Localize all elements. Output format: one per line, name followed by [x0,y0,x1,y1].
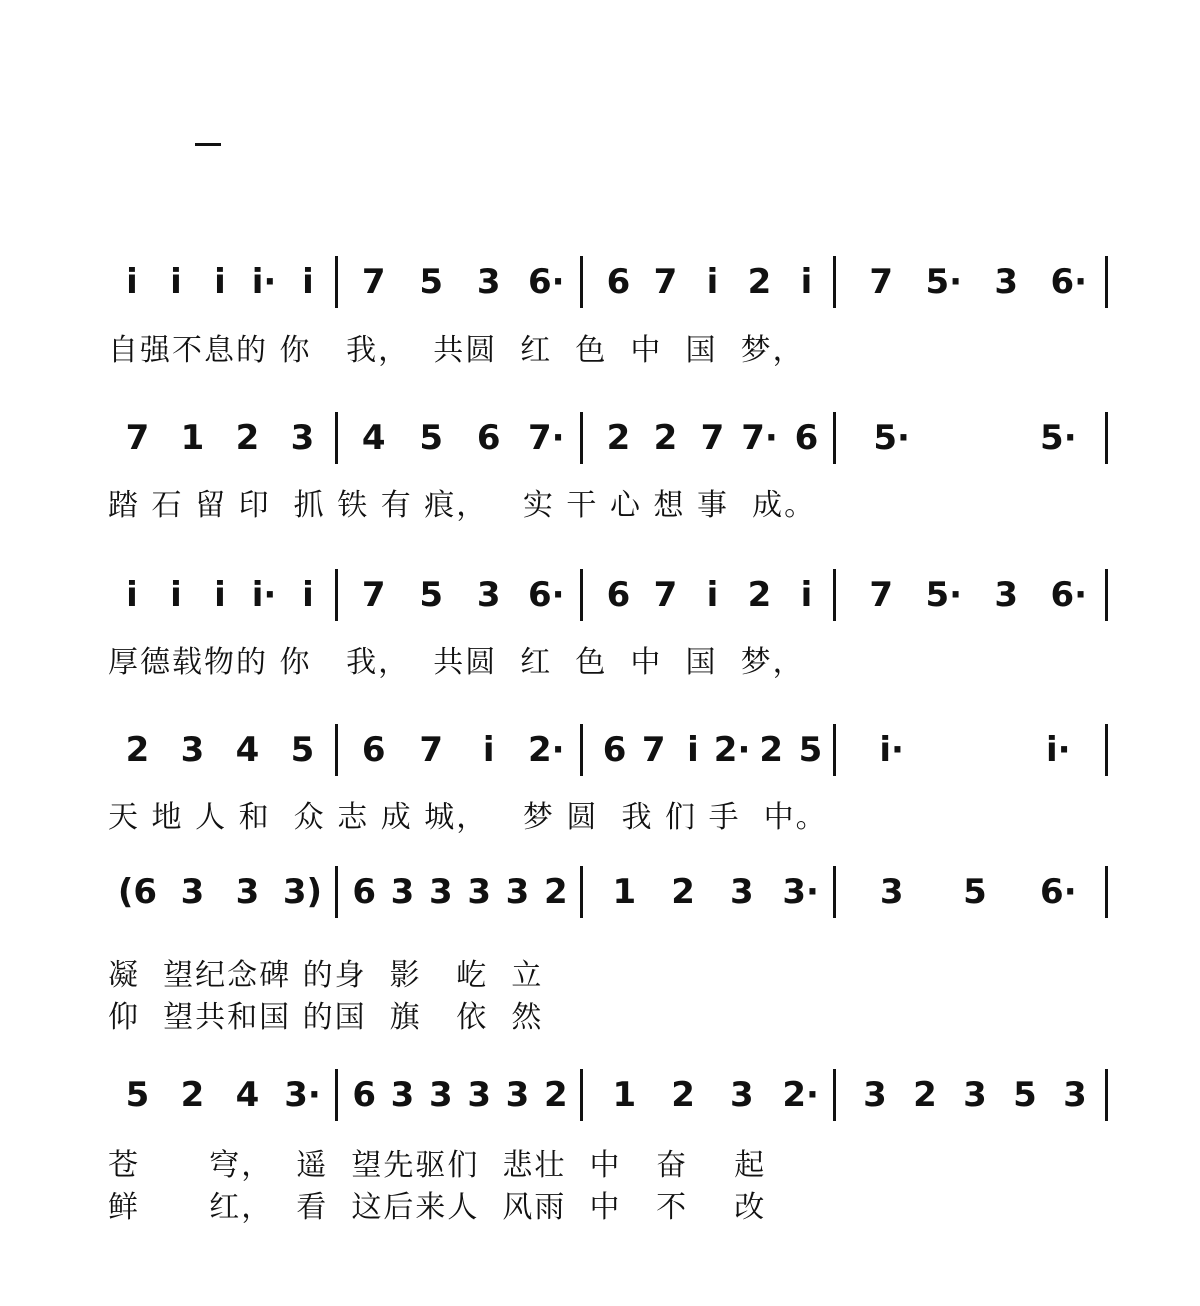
bar-line [580,724,583,776]
lyric-line: 苍 穹， 遥 望先驱们 悲壮 中 奋 起 [108,1148,767,1183]
note: 3 [994,262,1019,302]
note: 3 [505,872,530,912]
note: 5 [419,418,444,458]
note: i· [1046,730,1071,770]
note: 2 [747,262,772,302]
note: 2 [543,1075,568,1115]
note: 7 [653,262,678,302]
note: i [170,575,182,615]
bar-line [580,1069,583,1121]
note: 6 [606,575,631,615]
note: 3 [428,872,453,912]
note: 3 [290,418,315,458]
note: 6· [527,575,565,615]
note: i [302,262,314,302]
note: 3 [994,575,1019,615]
bar-line [833,569,836,621]
note: i [126,575,138,615]
note: 5 [1013,1075,1037,1115]
note: 6 [352,1075,376,1115]
bar-line [335,412,338,464]
note: 6 [606,262,631,302]
bar-line [833,724,836,776]
note: 3 [467,1075,491,1115]
note: 3 [879,872,904,912]
note: 2 [235,418,260,458]
bar-line [335,1069,338,1121]
note: 5 [125,1075,150,1115]
bar-line [335,724,338,776]
note: i [126,262,138,302]
note: 2 [180,1075,205,1115]
bar-line [1105,569,1108,621]
bar-line [1105,412,1108,464]
lyric-line: 踏 石 留 印 抓 铁 有 痕， 实 干 心 想 事 成。 [108,488,817,523]
bar-line [833,412,836,464]
note: 3 [390,1075,415,1115]
note: 3 [730,872,754,912]
note: 6 [476,418,501,458]
bar-line [580,412,583,464]
note: 4 [235,730,260,770]
note: 6· [1050,262,1088,302]
note: i· [879,730,904,770]
bar-line [335,569,338,621]
note: 1 [612,872,637,912]
note: i [170,262,182,302]
note: 7 [125,418,150,458]
note: 3 [476,575,501,615]
lyric-line: 厚德载物的 你 我， 共圆 红 色 中 国 梦， [108,645,805,680]
note: 2 [747,575,772,615]
note: i· [251,262,277,302]
bar-line [1105,256,1108,308]
bar-line [335,866,338,918]
note: 7 [869,575,894,615]
note: 3 [235,872,260,912]
note: 7 [869,262,894,302]
note: 6· [1040,872,1077,912]
note: i [800,262,813,302]
bar-line [335,256,338,308]
note: 4 [235,1075,260,1115]
note: i [706,262,719,302]
lyric-line: 仰 望共和国 的国 旗 依 然 [108,1000,544,1035]
note: 2 [125,730,150,770]
note: i [302,575,314,615]
note: 6 [602,730,627,770]
note: i [687,730,699,770]
time-signature [195,142,221,147]
bar-line [1105,1069,1108,1121]
note: i [706,575,719,615]
bar-line [580,866,583,918]
note: 2 [759,730,784,770]
note: 2 [543,872,568,912]
note: 7 [361,262,386,302]
note: 1 [180,418,205,458]
note: 3 [476,262,501,302]
bar-line [1105,866,1108,918]
note: 2 [653,418,678,458]
note: 7· [527,418,565,458]
lyric-line: 天 地 人 和 众 志 成 城， 梦 圆 我 们 手 中。 [108,800,828,835]
note: 5 [290,730,315,770]
note: 5· [925,575,963,615]
note: 2 [913,1075,937,1115]
note: 2 [671,1075,695,1115]
note: 3 [180,872,205,912]
note: 7 [361,575,386,615]
note: 7 [653,575,678,615]
lyric-line: 鲜 红， 看 这后来人 风雨 中 不 改 [108,1190,767,1225]
note: 3 [963,1075,987,1115]
note: 5· [1040,418,1077,458]
note: 5· [873,418,910,458]
note: 2· [527,730,565,770]
note: 7· [741,418,778,458]
bar-line [833,866,836,918]
note: 5 [798,730,823,770]
note: 2 [606,418,631,458]
bar-line [833,256,836,308]
lyric-line: 自强不息的 你 我， 共圆 红 色 中 国 梦， [108,333,805,368]
note: 5 [419,262,444,302]
note: 4 [361,418,386,458]
note: 2 [671,872,695,912]
note: 6 [794,418,819,458]
note: 3 [863,1075,887,1115]
note: i· [251,575,277,615]
note: 3 [730,1075,754,1115]
note: 3 [505,1075,530,1115]
lyric-line: 凝 望纪念碑 的身 影 屹 立 [108,958,544,993]
note: 6· [527,262,565,302]
note: 3 [428,1075,453,1115]
note: 6 [361,730,386,770]
note: 3 [390,872,415,912]
note: 2· [713,730,751,770]
note: 3 [180,730,205,770]
note: (6 [117,872,158,912]
note: i [482,730,495,770]
note: 5 [419,575,444,615]
note: 1 [612,1075,637,1115]
note: 5· [925,262,963,302]
note: 6 [352,872,376,912]
note: 3) [282,872,323,912]
note: 7 [419,730,444,770]
note: i [214,575,226,615]
note: i [214,262,226,302]
bar-line [580,256,583,308]
note: 3· [782,872,819,912]
bar-line [580,569,583,621]
note: 6· [1050,575,1088,615]
note: 7 [700,418,725,458]
note: 5 [963,872,987,912]
bar-line [833,1069,836,1121]
note: 2· [782,1075,819,1115]
note: 3 [1063,1075,1087,1115]
note: 7 [641,730,666,770]
note: i [800,575,813,615]
note: 3 [467,872,491,912]
bar-line [1105,724,1108,776]
note: 3· [284,1075,321,1115]
